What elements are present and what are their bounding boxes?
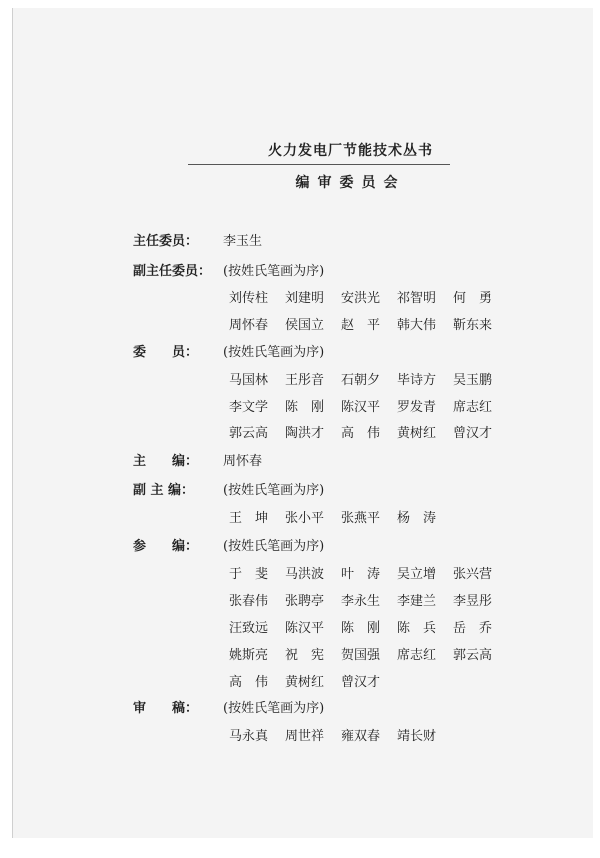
chief-editor-name: 周怀春 <box>223 454 263 469</box>
name-entry: 陶洪才 <box>285 426 325 441</box>
deputy-editor-label: 副 主 编： <box>133 483 195 498</box>
name-entry: 韩大伟 <box>397 318 437 333</box>
members-names-line <box>229 422 509 441</box>
name-entry: 李建兰 <box>397 594 437 609</box>
chief-editor-label: 主 编： <box>133 454 199 469</box>
deputy-editor-names-line <box>229 507 453 526</box>
name-entry: 陈 兵 <box>397 621 437 636</box>
committee-title: 编审委员会 <box>295 175 406 191</box>
vice-chair-names-line <box>229 314 509 333</box>
contributors-names-line <box>229 590 509 609</box>
name-entry: 陈 刚 <box>341 621 381 636</box>
chair-label: 主任委员： <box>133 234 199 249</box>
name-entry: 祁智明 <box>397 291 437 306</box>
name-entry: 曾汉才 <box>341 675 381 690</box>
name-entry: 黄树红 <box>397 426 437 441</box>
chair-name: 李玉生 <box>223 234 263 249</box>
reviewers-names-line <box>229 725 453 744</box>
name-entry: 刘传柱 <box>229 291 269 306</box>
members-names-line <box>229 396 509 415</box>
title-divider <box>188 164 450 165</box>
name-entry: 马国林 <box>229 373 269 388</box>
name-entry: 吴立增 <box>397 567 437 582</box>
vice-chair-label: 副主任委员： <box>133 264 212 279</box>
name-entry: 高 伟 <box>229 675 269 690</box>
vice-chair-order-note: (按姓氏笔画为序) <box>223 264 325 279</box>
name-entry: 罗发青 <box>397 400 437 415</box>
name-entry: 贺国强 <box>341 648 381 663</box>
contributors-names-line <box>229 563 509 582</box>
name-entry: 张聘亭 <box>285 594 325 609</box>
name-entry: 黄树红 <box>285 675 325 690</box>
deputy-editor-order-note: (按姓氏笔画为序) <box>223 483 325 498</box>
contributors-names-line <box>229 617 509 636</box>
name-entry: 祝 宪 <box>285 648 325 663</box>
name-entry: 张小平 <box>285 511 325 526</box>
contributors-names-line <box>229 644 509 663</box>
name-entry: 周世祥 <box>285 729 325 744</box>
name-entry: 于 斐 <box>229 567 269 582</box>
members-order-note: (按姓氏笔画为序) <box>223 345 325 360</box>
name-entry: 席志红 <box>453 400 493 415</box>
name-entry: 靳东来 <box>453 318 493 333</box>
name-entry: 毕诗方 <box>397 373 437 388</box>
name-entry: 高 伟 <box>341 426 381 441</box>
name-entry: 曾汉才 <box>453 426 493 441</box>
series-title: 火力发电厂节能技术丛书 <box>268 143 433 159</box>
name-entry: 席志红 <box>397 648 437 663</box>
name-entry: 姚斯亮 <box>229 648 269 663</box>
name-entry: 岳 乔 <box>453 621 493 636</box>
name-entry: 陈汉平 <box>341 400 381 415</box>
members-label: 委 员： <box>133 345 199 360</box>
name-entry: 郭云高 <box>229 426 269 441</box>
name-entry: 王 坤 <box>229 511 269 526</box>
name-entry: 陈汉平 <box>285 621 325 636</box>
name-entry: 何 勇 <box>453 291 493 306</box>
name-entry: 郭云高 <box>453 648 493 663</box>
name-entry: 叶 涛 <box>341 567 381 582</box>
name-entry: 吴玉鹏 <box>453 373 493 388</box>
name-entry: 刘建明 <box>285 291 325 306</box>
reviewers-label: 审 稿： <box>133 701 199 716</box>
name-entry: 汪致远 <box>229 621 269 636</box>
name-entry: 张兴营 <box>453 567 493 582</box>
name-entry: 杨 涛 <box>397 511 437 526</box>
name-entry: 王彤音 <box>285 373 325 388</box>
name-entry: 李文学 <box>229 400 269 415</box>
name-entry: 李永生 <box>341 594 381 609</box>
name-entry: 张燕平 <box>341 511 381 526</box>
name-entry: 马洪波 <box>285 567 325 582</box>
name-entry: 张春伟 <box>229 594 269 609</box>
vice-chair-names-line <box>229 287 509 306</box>
name-entry: 安洪光 <box>341 291 381 306</box>
name-entry: 李昱彤 <box>453 594 493 609</box>
name-entry: 马永真 <box>229 729 269 744</box>
members-names-line <box>229 369 509 388</box>
name-entry: 石朝夕 <box>341 373 381 388</box>
contributors-names-line <box>229 671 397 690</box>
name-entry: 侯国立 <box>285 318 325 333</box>
reviewers-order-note: (按姓氏笔画为序) <box>223 701 325 716</box>
contributors-label: 参 编： <box>133 539 199 554</box>
name-entry: 陈 刚 <box>285 400 325 415</box>
name-entry: 周怀春 <box>229 318 269 333</box>
book-page <box>12 8 593 838</box>
name-entry: 雍双春 <box>341 729 381 744</box>
contributors-order-note: (按姓氏笔画为序) <box>223 539 325 554</box>
name-entry: 靖长财 <box>397 729 437 744</box>
name-entry: 赵 平 <box>341 318 381 333</box>
